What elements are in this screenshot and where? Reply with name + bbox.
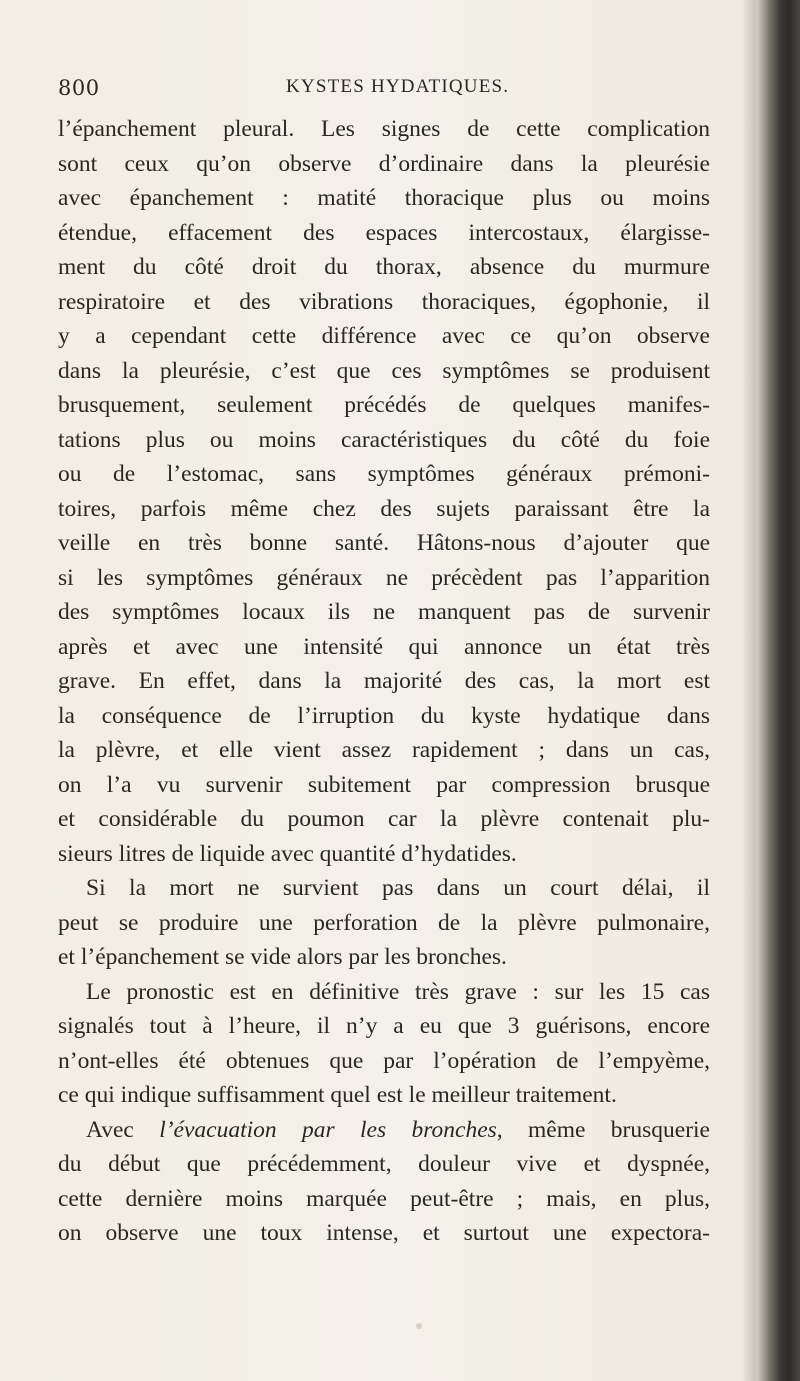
- text-line: ou de l’estomac, sans symptômes généraux prémoni-: [58, 461, 710, 487]
- book-edge: [756, 0, 800, 1381]
- text-line: et l’épanchement se vide alors par les bronches.: [58, 944, 507, 970]
- text-run: Avec: [86, 1116, 160, 1143]
- text-line: si les symptômes généraux ne précèdent pas l’apparition: [58, 564, 710, 591]
- text-line: y a cependant cette différence avec ce qu’on observe: [58, 323, 710, 349]
- text-line: cette dernière moins marquée peut-être ; mais, en plus,: [58, 1185, 710, 1212]
- text-line: après et avec une intensité qui annonce un état très: [58, 633, 710, 660]
- text-line: tations plus ou moins caractéristiques du côté du foie: [58, 426, 710, 453]
- text-line: sont ceux qu’on observe d’ordinaire dans la pleurésie: [58, 150, 710, 177]
- text-line-mixed: [58, 1113, 710, 1148]
- text-line: l’épanchement pleural. Les signes de cette complication: [58, 116, 710, 142]
- text-line: grave. En effet, dans la majorité des cas, la mort est: [58, 668, 710, 694]
- text-line: brusquement, seulement précédés de quelques manifes-: [58, 392, 710, 418]
- page-gutter-shadow: [742, 0, 756, 1381]
- italic-phrase: l’évacuation par les bronches: [159, 1116, 497, 1143]
- running-head: [58, 76, 742, 106]
- body-text: [58, 112, 710, 1251]
- text-line: la conséquence de l’irruption du kyste hydatique dans: [58, 702, 710, 729]
- text-line: on l’a vu survenir subitement par compression brusque: [58, 771, 710, 798]
- text-line: veille en très bonne santé. Hâtons-nous d’ajouter que: [58, 530, 710, 556]
- text-line: avec épanchement : matité thoracique plus ou moins: [58, 185, 710, 211]
- page-number: 800: [58, 76, 100, 100]
- text-line: la plèvre, et elle vient assez rapidement ; dans un cas,: [58, 737, 710, 763]
- text-run: , même brusquerie: [496, 1116, 710, 1143]
- text-line: sieurs litres de liquide avec quantité d’hydatides.: [58, 840, 517, 867]
- text-line: ment du côté droit du thorax, absence du murmure: [58, 254, 710, 280]
- text-line: signalés tout à l’heure, il n’y a eu que 3 guérisons, encore: [58, 1013, 710, 1039]
- text-line: et considérable du poumon car la plèvre contenait plu-: [58, 806, 710, 832]
- text-line: respiratoire et des vibrations thoraciques, égophonie, il: [58, 288, 710, 315]
- paper-speck: [416, 1323, 422, 1329]
- text-line: Si la mort ne survient pas dans un court délai, il: [86, 875, 710, 901]
- text-line: on observe une toux intense, et surtout une expectora-: [58, 1220, 710, 1246]
- text-line: Le pronostic est en définitive très grave : sur les 15 cas: [86, 978, 710, 1005]
- text-line: étendue, effacement des espaces intercostaux, élargisse-: [58, 219, 710, 246]
- running-title: KYSTES HYDATIQUES.: [286, 76, 510, 97]
- text-line: peut se produire une perforation de la plèvre pulmonaire,: [58, 909, 710, 936]
- text-line: ce qui indique suffisamment quel est le meilleur traitement.: [58, 1082, 617, 1108]
- text-line: du début que précédemment, douleur vive et dyspnée,: [58, 1151, 710, 1177]
- text-line: toires, parfois même chez des sujets paraissant être la: [58, 495, 710, 522]
- text-line: n’ont-elles été obtenues que par l’opération de l’empyème,: [58, 1047, 710, 1074]
- text-line: dans la pleurésie, c’est que ces symptômes se produisent: [58, 357, 710, 384]
- text-line: des symptômes locaux ils ne manquent pas de survenir: [58, 599, 710, 625]
